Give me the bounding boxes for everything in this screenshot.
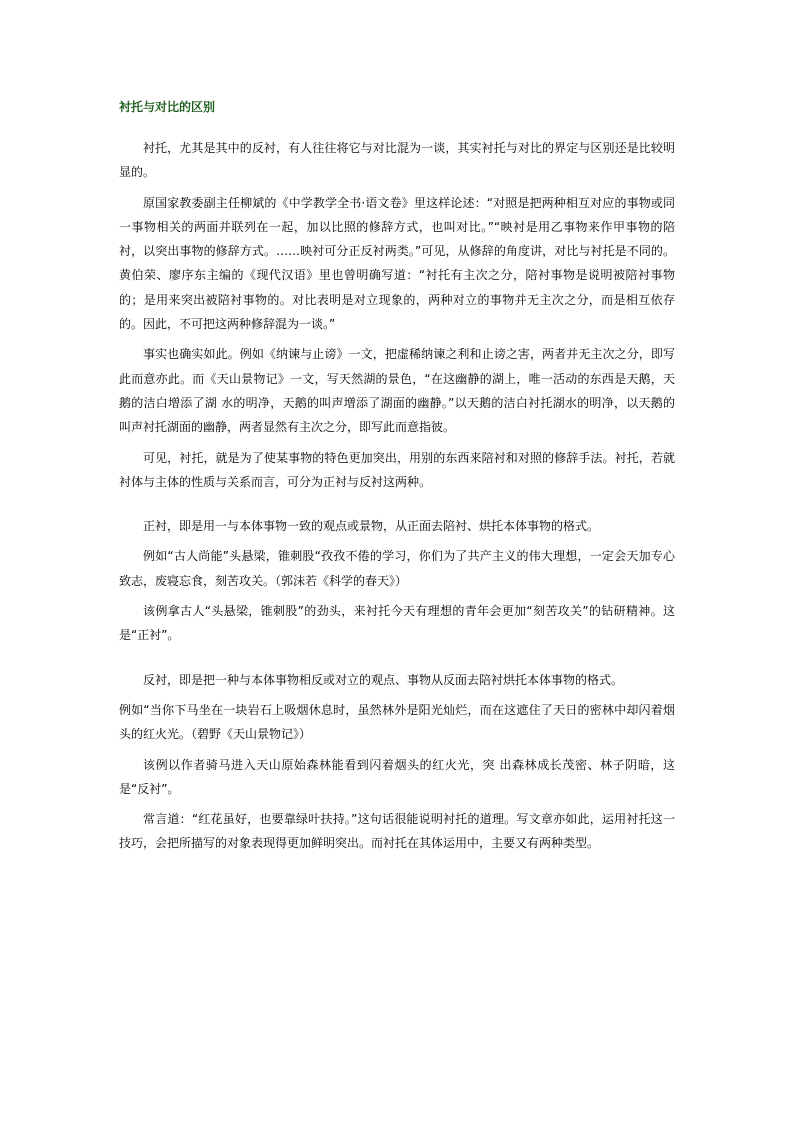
paragraph-summary: 常言道：“红花虽好，也要靠绿叶扶持。”这句话很能说明衬托的道理。写文章亦如此，运用衬托这一技巧，会把所描写的对象表现得更加鲜明突出。而衬托在其体运用中，主要又有两种类型。 — [119, 812, 675, 851]
paragraph-conclusion: 可见，衬托，就是为了使某事物的特色更加突出，用别的东西来陪衬和对照的修辞手法。衬托，若就衬体与主体的性质与关系而言，可分为正衬与反衬这两种。 — [119, 450, 675, 489]
paragraph-positive-explanation: 该例拿古人“头悬梁，锥刺股”的劲头，来衬托今天有理想的青年会更加“刻苦攻关”的钻研精神。这是“正衬”。 — [119, 604, 675, 643]
paragraph-intro: 衬托，尤其是其中的反衬，有人往往将它与对比混为一谈，其实衬托与对比的界定与区别还是比较明显的。 — [119, 141, 675, 180]
paragraph-negative-explanation: 该例以作者骑马进入天山原始森林能看到闪着烟头的红火光，突 出森林成长茂密、林子阴暗，这是“反衬”。 — [119, 757, 675, 796]
document-page — [119, 96, 675, 862]
paragraph-examples: 事实也确实如此。例如《纳谏与止谤》一文，把虚稀纳谏之利和止谤之害，两者并无主次之分，即写此而意亦此。而《天山景物记》一文，写天然湖的景色，“在这幽静的湖上，唯一活动的东西是天鹅，天鹅的洁白增添了湖 水的明净，天鹅的叫声增添了湖面的幽静。”以天鹅的洁白衬托湖水的明净，以天鹅的叫声衬托湖面的幽静，两者显然有主次之分，即写此而意指彼。 — [119, 347, 675, 435]
paragraph-negative-contrast: 反衬，即是把一种与本体事物相反或对立的观点、事物从反面去陪衬烘托本体事物的格式。 — [143, 672, 624, 687]
document-title: 衬托与对比的区别 — [119, 100, 216, 114]
paragraph-definitions: 原国家教委副主任柳斌的《中学教学全书·语文卷》里这样论述：“对照是把两种相互对应的事物或同一事物相关的两面并联列在一起，加以比照的修辞方式，也叫对比。”“映衬是用乙事物来作甲事物的陪衬，以突出事物的修辞方式。……映衬可分正反衬两类。”可见，从修辞的角度讲，对比与衬托是不同的。黄伯荣、廖序东主编的《现代汉语》里也曾明确写道：“衬托有主次之分，陪衬事物是说明被陪衬事物的；是用来突出被陪衬事物的。对比表明是对立现象的，两种对立的事物并无主次之分，而是相互依存的。因此，不可把这两种修辞混为一谈。” — [119, 195, 675, 332]
paragraph-negative-example: 例如“当你下马坐在一块岩石上吸烟休息时，虽然林外是阳光灿烂，而在这遮住了天日的密林中却闪着烟头的红火光。（碧野《天山景物记》） — [119, 702, 675, 742]
paragraph-positive-example: 例如“古人尚能”头悬梁，锥刺股“孜孜不倦的学习，你们为了共产主义的伟大理想，一定会天加专心致志，废寝忘食，刻苦攻关。（郭沫若《科学的春天》） — [119, 549, 675, 588]
paragraph-positive-contrast: 正衬，即是用一与本体事物一致的观点或景物，从正面去陪衬、烘托本体事物的格式。 — [143, 519, 600, 534]
